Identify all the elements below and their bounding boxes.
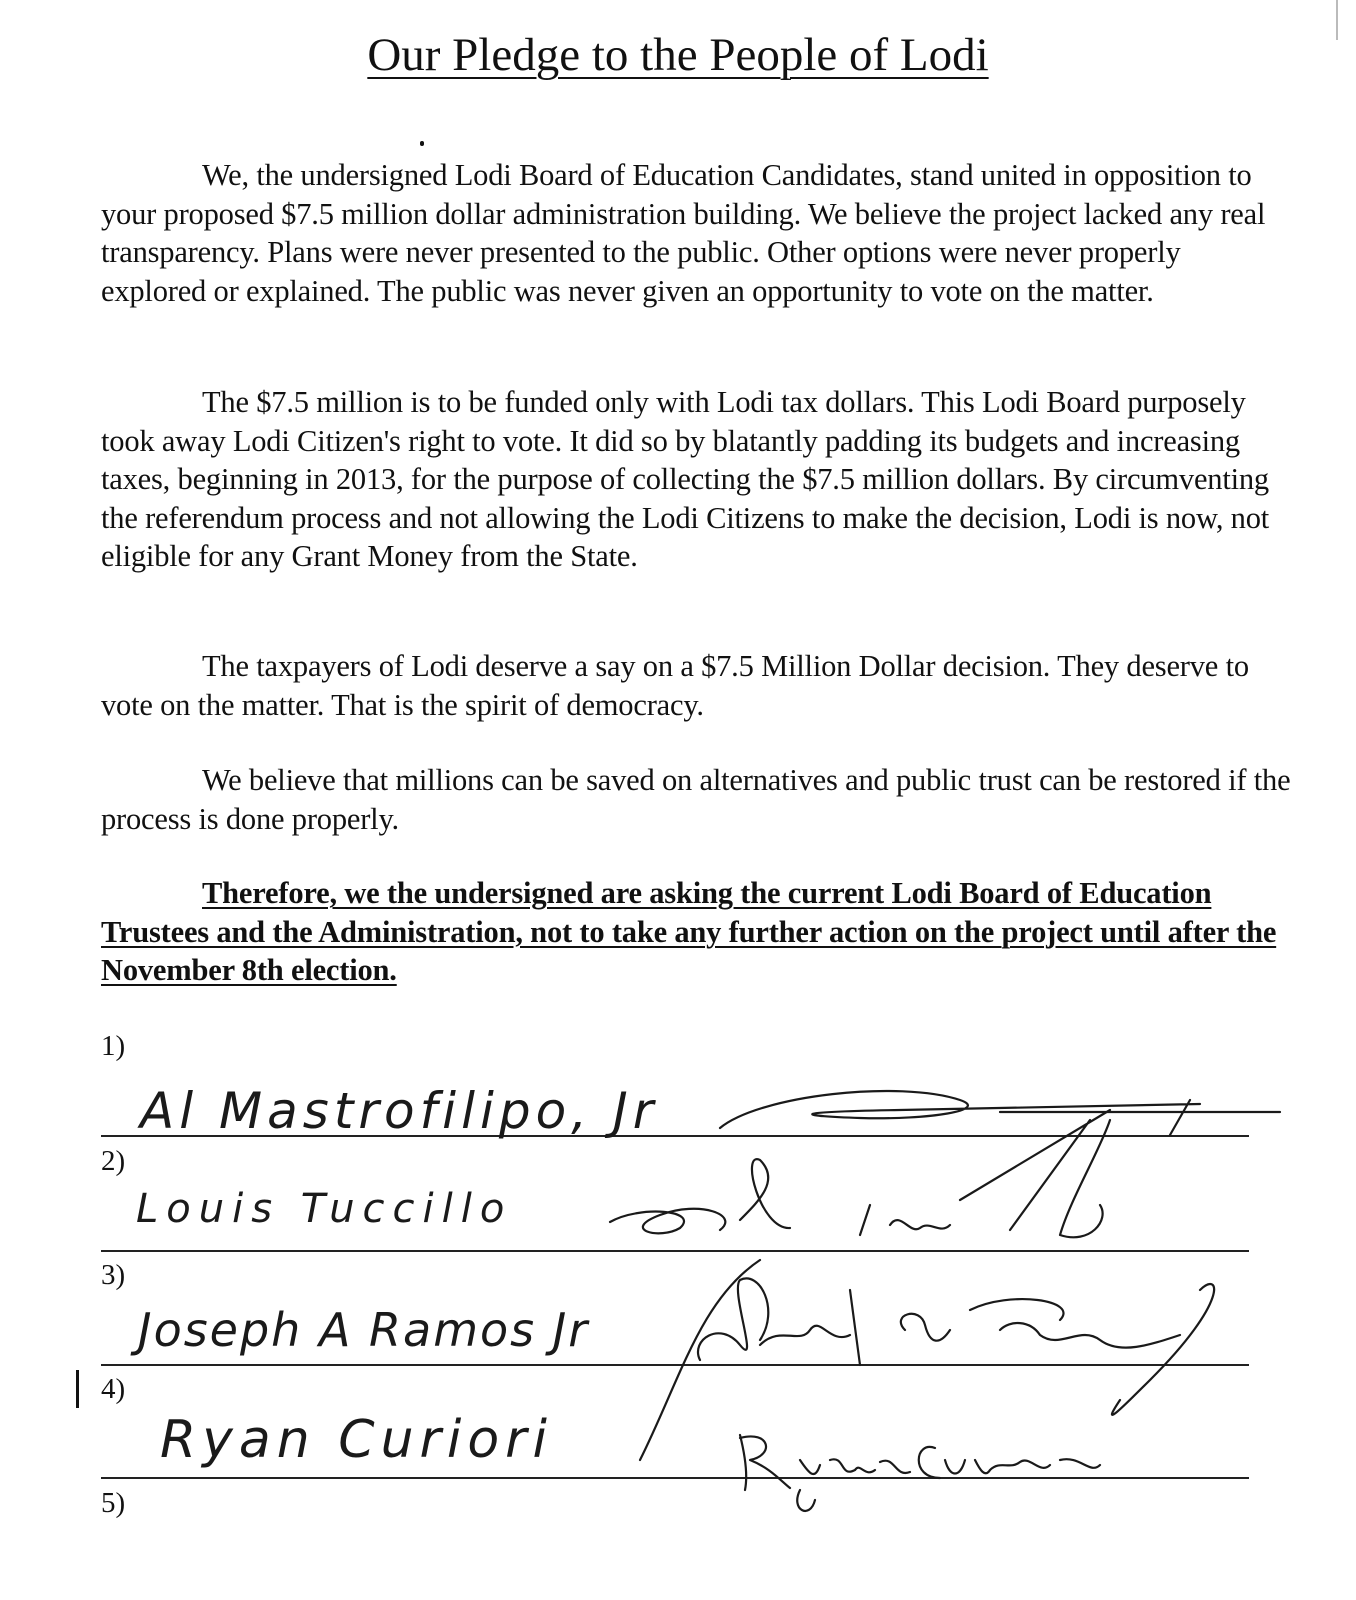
signature-1 bbox=[720, 1091, 1280, 1135]
closing-request: Therefore, we the undersigned are asking the current Lodi Board of Education Trustees and the Administration, not to take any further action on the project until after the November 8th election. bbox=[101, 876, 1277, 987]
paragraph-opposition: We, the undersigned Lodi Board of Education Candidates, stand united in opposition to your proposed $7.5 million dollar administration building. We believe the project lacked any real transparency. Plans were never presented to the public. Other options were never properly explored or explained. The public was never given an opportunity to vote on the matter. bbox=[101, 158, 1266, 308]
printed-name-4: Ryan Curiori bbox=[160, 1410, 553, 1470]
signature-number-5: 5) bbox=[101, 1487, 126, 1519]
paragraph-alternatives: We believe that millions can be saved on alternatives and public trust can be restored if the process is done properly. bbox=[101, 763, 1291, 836]
paragraph-funding: The $7.5 million is to be funded only with Lodi tax dollars. This Lodi Board purposely took away Lodi Citizen's right to vote. It did so by blatantly padding its budgets and increasing taxes, beginning in 2013, for the purpose of collecting the $7.5 million dollars. By circumventing the referendum process and not allowing the Lodi Citizens to make the decision, Lodi is now, not eligible for any Grant Money from the State. bbox=[101, 385, 1270, 573]
signature-3 bbox=[640, 1260, 1214, 1460]
signature-2 bbox=[610, 1110, 1110, 1237]
signature-number-1: 1) bbox=[101, 1030, 126, 1062]
signature-number-4: 4) bbox=[101, 1373, 126, 1405]
signature-number-3: 3) bbox=[101, 1259, 126, 1291]
printed-name-2: Louis Tuccillo bbox=[136, 1186, 513, 1232]
printed-name-3: Joseph A Ramos Jr bbox=[138, 1303, 590, 1357]
signature-number-2: 2) bbox=[101, 1145, 126, 1177]
printed-name-1: Al Mastrofilipo, Jr bbox=[140, 1082, 659, 1140]
signature-4 bbox=[740, 1435, 1100, 1511]
paragraph-taxpayers: The taxpayers of Lodi deserve a say on a $7.5 Million Dollar decision. They deserve to vote on the matter. That is the spirit of democracy. bbox=[101, 649, 1249, 722]
document-title: Our Pledge to the People of Lodi bbox=[367, 29, 989, 81]
